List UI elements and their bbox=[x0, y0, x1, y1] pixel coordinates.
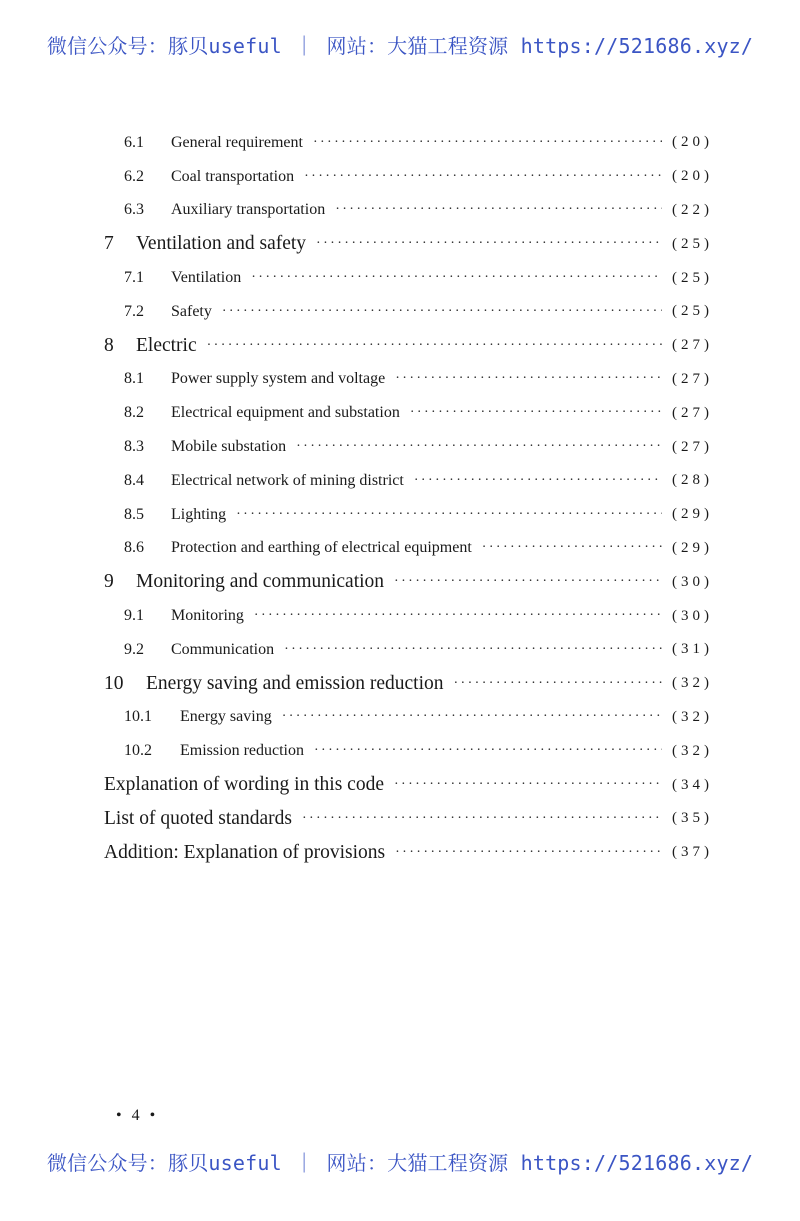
toc-entry-number: 7.1 bbox=[124, 269, 144, 287]
toc-chapter-title: Electric bbox=[136, 334, 197, 356]
dot-leader bbox=[222, 304, 662, 320]
toc-entry-number: 6.2 bbox=[124, 167, 144, 185]
toc-entry-title: Emission reduction bbox=[180, 742, 304, 760]
toc-entry-title: Protection and earthing of electrical equipment bbox=[171, 539, 472, 557]
toc-entry-9-2[interactable] bbox=[0, 633, 800, 667]
toc-entry-6-3[interactable] bbox=[0, 194, 800, 228]
toc-chapter-10[interactable] bbox=[0, 667, 800, 701]
toc-chapter-number: 10 bbox=[104, 672, 124, 694]
dot-leader bbox=[251, 270, 662, 286]
toc-entry-page: (25) bbox=[672, 269, 713, 286]
toc-chapter-8[interactable] bbox=[0, 329, 800, 363]
toc-entry-9-1[interactable] bbox=[0, 599, 800, 633]
toc-entry-page: (32) bbox=[672, 675, 713, 692]
dot-leader bbox=[410, 405, 662, 421]
toc-entry-title: Energy saving bbox=[180, 708, 272, 726]
toc-list-of-quoted-standards[interactable] bbox=[0, 802, 800, 836]
toc-entry-number: 10.1 bbox=[124, 708, 152, 726]
toc-entry-title: Coal transportation bbox=[171, 167, 295, 185]
toc-chapter-title: Ventilation and safety bbox=[136, 233, 307, 255]
dot-leader bbox=[296, 439, 662, 455]
toc-entry-page: (27) bbox=[672, 404, 713, 421]
toc-entry-number: 8.4 bbox=[124, 471, 144, 489]
toc-entry-number: 8.3 bbox=[124, 438, 144, 456]
toc-entry-page: (30) bbox=[672, 573, 713, 590]
toc-entry-number: 6.3 bbox=[124, 201, 144, 219]
toc-entry-number: 6.1 bbox=[124, 133, 144, 151]
toc-entry-title: General requirement bbox=[171, 133, 303, 151]
toc-entry-title: Auxiliary transportation bbox=[171, 201, 326, 219]
dot-leader bbox=[313, 135, 662, 151]
toc-entry-page: (31) bbox=[672, 641, 713, 658]
toc-entry-8-6[interactable] bbox=[0, 532, 800, 566]
toc-entry-7-1[interactable] bbox=[0, 261, 800, 295]
dot-leader bbox=[254, 608, 662, 624]
toc-entry-8-4[interactable] bbox=[0, 464, 800, 498]
toc-entry-6-1[interactable] bbox=[0, 126, 800, 160]
toc-entry-page: (27) bbox=[672, 438, 713, 455]
toc-chapter-title: Addition: Explanation of provisions bbox=[104, 841, 386, 863]
toc-entry-page: (32) bbox=[672, 742, 713, 759]
toc-entry-number: 8.1 bbox=[124, 370, 144, 388]
toc-entry-title: Communication bbox=[171, 640, 275, 658]
toc-entry-10-2[interactable] bbox=[0, 734, 800, 768]
toc-entry-number: 10.2 bbox=[124, 742, 152, 760]
toc-entry-title: Electrical equipment and substation bbox=[171, 404, 400, 422]
toc-chapter-title: Energy saving and emission reduction bbox=[146, 672, 444, 694]
toc-entry-page: (27) bbox=[672, 337, 713, 354]
dot-leader bbox=[335, 202, 662, 218]
toc-entry-page: (28) bbox=[672, 472, 713, 489]
dot-leader bbox=[395, 845, 662, 861]
dot-leader bbox=[236, 507, 662, 523]
toc-entry-page: (32) bbox=[672, 708, 713, 725]
dot-leader bbox=[304, 169, 662, 185]
toc-entry-page: (30) bbox=[672, 607, 713, 624]
toc-chapter-number: 8 bbox=[104, 334, 114, 356]
dot-leader bbox=[284, 642, 662, 658]
toc-entry-page: (34) bbox=[672, 776, 713, 793]
toc-entry-number: 8.6 bbox=[124, 539, 144, 557]
dot-leader bbox=[394, 574, 662, 590]
dot-leader bbox=[395, 371, 662, 387]
dot-leader bbox=[454, 676, 663, 692]
toc-entry-8-5[interactable] bbox=[0, 498, 800, 532]
toc-entry-number: 7.2 bbox=[124, 302, 144, 320]
toc-entry-page: (35) bbox=[672, 810, 713, 827]
toc-chapter-title: Explanation of wording in this code bbox=[104, 774, 384, 796]
dot-leader bbox=[207, 338, 662, 354]
toc-entry-page: (22) bbox=[672, 201, 713, 218]
watermark-bottom: 微信公众号：豚贝useful ｜ 网站：大猫工程资源 https://521686.xyz/ bbox=[46, 1151, 754, 1175]
toc-chapter-title: Monitoring and communication bbox=[136, 571, 385, 593]
toc-entry-page: (29) bbox=[672, 539, 713, 556]
toc-entry-title: Electrical network of mining district bbox=[171, 471, 404, 489]
toc-entry-page: (25) bbox=[672, 235, 713, 252]
dot-leader bbox=[302, 811, 662, 827]
dot-leader bbox=[314, 743, 662, 759]
toc-chapter-title: List of quoted standards bbox=[104, 807, 292, 829]
toc-entry-title: Monitoring bbox=[171, 607, 244, 625]
toc-entry-page: (37) bbox=[672, 844, 713, 861]
dot-leader bbox=[282, 709, 662, 725]
toc-entry-title: Ventilation bbox=[171, 269, 242, 287]
toc-entry-title: Lighting bbox=[171, 505, 227, 523]
toc-chapter-9[interactable] bbox=[0, 565, 800, 599]
toc-entry-page: (20) bbox=[672, 168, 713, 185]
toc-entry-title: Power supply system and voltage bbox=[171, 370, 386, 388]
dot-leader bbox=[316, 236, 662, 252]
toc-chapter-number: 9 bbox=[104, 571, 114, 593]
toc-entry-8-3[interactable] bbox=[0, 430, 800, 464]
toc-entry-6-2[interactable] bbox=[0, 160, 800, 194]
dot-leader bbox=[414, 473, 662, 489]
toc-entry-8-2[interactable] bbox=[0, 396, 800, 430]
toc-entry-page: (29) bbox=[672, 506, 713, 523]
toc-entry-number: 8.5 bbox=[124, 505, 144, 523]
toc-addition-explanation-of-provisions[interactable] bbox=[0, 836, 800, 870]
toc-entry-number: 9.1 bbox=[124, 607, 144, 625]
toc-entry-number: 8.2 bbox=[124, 404, 144, 422]
dot-leader bbox=[482, 540, 662, 556]
page-number: • 4 • bbox=[116, 1107, 159, 1124]
toc-entry-8-1[interactable] bbox=[0, 363, 800, 397]
toc-entry-number: 9.2 bbox=[124, 640, 144, 658]
dot-leader bbox=[394, 777, 662, 793]
toc-entry-7-2[interactable] bbox=[0, 295, 800, 329]
watermark-top: 微信公众号：豚贝useful ｜ 网站：大猫工程资源 https://521686.xyz/ bbox=[46, 34, 754, 58]
toc-entry-page: (20) bbox=[672, 134, 713, 151]
toc-explanation-of-wording[interactable] bbox=[0, 768, 800, 802]
toc-entry-title: Safety bbox=[171, 302, 212, 320]
toc-chapter-7[interactable] bbox=[0, 227, 800, 261]
toc-entry-10-1[interactable] bbox=[0, 701, 800, 735]
toc-entry-page: (25) bbox=[672, 303, 713, 320]
toc-entry-page: (27) bbox=[672, 370, 713, 387]
table-of-contents bbox=[0, 126, 800, 870]
toc-chapter-number: 7 bbox=[104, 233, 114, 255]
toc-entry-title: Mobile substation bbox=[171, 438, 287, 456]
